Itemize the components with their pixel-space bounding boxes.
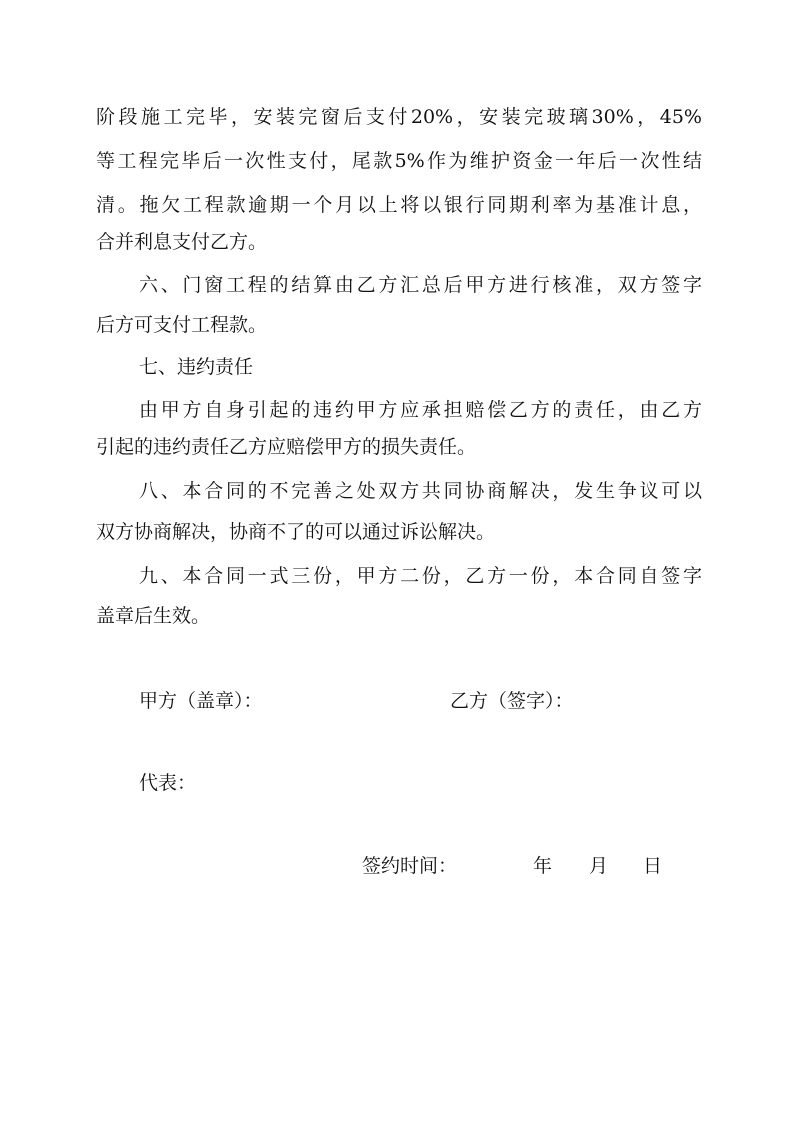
party-a-seal-label: 甲方（盖章）： (139, 690, 263, 712)
breach-line-2: 引起的违约责任乙方应赔偿甲方的损失责任。 (96, 436, 477, 458)
month-label: 月 (589, 855, 609, 877)
party-b-signature-label: 乙方（签字）： (450, 690, 574, 712)
paragraph-line-4: 合并利息支付乙方。 (96, 231, 268, 253)
clause-nine-line-1: 九、本合同一式三份，甲方二份，乙方一份，本合同自签字 (139, 565, 702, 587)
clause-eight-line-2: 双方协商解决，协商不了的可以通过诉讼解决。 (96, 521, 496, 543)
year-label: 年 (533, 855, 553, 877)
clause-six-line-1: 六、门窗工程的结算由乙方汇总后甲方进行核准，双方签字 (139, 274, 702, 296)
paragraph-line-1: 阶段施工完毕，安装完窗后支付20%，安装完玻璃30%，45% (96, 106, 702, 128)
paragraph-line-2: 等工程完毕后一次性支付，尾款5%作为维护资金一年后一次性结 (96, 150, 702, 172)
representative-label: 代表： (139, 772, 197, 794)
clause-nine-line-2: 盖章后生效。 (96, 605, 211, 627)
day-label: 日 (643, 855, 663, 877)
paragraph-line-3: 清。拖欠工程款逾期一个月以上将以银行同期利率为基准计息， (96, 194, 702, 216)
clause-eight-line-1: 八、本合同的不完善之处双方共同协商解决，发生争议可以 (139, 480, 702, 502)
clause-seven-heading: 七、违约责任 (139, 356, 254, 378)
breach-line-1: 由甲方自身引起的违约甲方应承担赔偿乙方的责任，由乙方 (139, 399, 702, 421)
clause-six-line-2: 后方可支付工程款。 (96, 314, 268, 336)
signing-time-label: 签约时间： (362, 855, 458, 877)
